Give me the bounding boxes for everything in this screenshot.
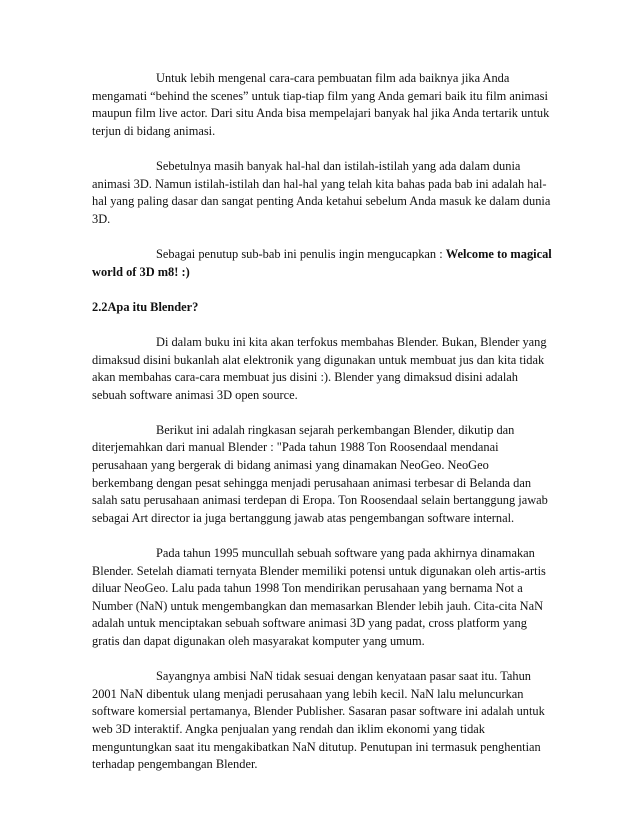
section-heading: 2.2Apa itu Blender? xyxy=(92,299,199,314)
paragraph-3d-terms: Sebetulnya masih banyak hal-hal dan istilah-istilah yang ada dalam dunia animasi 3D. Namun istilah-istilah dan hal-hal yang telah kita bahas pada bab ini adalah hal-hal yang paling dasar dan sangat penting Anda ketahui sebelum Anda masuk ke dalam dunia 3D. xyxy=(92,158,551,226)
paragraph-blender-history: Berikut ini adalah ringkasan sejarah perkembangan Blender, dikutip dan diterjemahkan dari manual Blender : "Pada tahun 1988 Ton Roosendaal mendanai perusahaan yang bergerak di bidang animasi yang dinamakan NeoGeo. NeoGeo berkembang dengan pesat sehingga menjadi perusahaan animasi terbesar di Belanda dan salah satu perusahaan animasi terdepan di Eropa. Ton Roosendaal selain bertanggung jawab sebagai Art director ia juga bertanggung jawab atas pengembangan software internal. xyxy=(92,422,548,525)
closing-bold-text: Welcome to magical world of 3D m8! :) xyxy=(92,246,552,279)
closing-text: Sebagai penutup sub-bab ini penulis ingin mengucapkan : xyxy=(156,246,446,261)
paragraph-blender-1995: Pada tahun 1995 muncullah sebuah software yang pada akhirnya dinamakan Blender. Setelah diamati ternyata Blender memiliki potensi untuk digunakan oleh artis-artis diluar NeoGeo. Lalu pada tahun 1998 Ton mendirikan perusahaan yang bernama Not a Number (NaN) untuk mengembangkan dan memasarkan Blender lebih jauh. Cita-cita NaN adalah untuk menciptakan sebuah software animasi 3D yang padat, cross platform yang gratis dan dapat digunakan oleh masyarakat komputer yang umum. xyxy=(92,546,546,648)
paragraph-nan-ambition: Sayangnya ambisi NaN tidak sesuai dengan kenyataan pasar saat itu. Tahun 2001 NaN dibentuk ulang menjadi perusahaan yang lebih kecil. NaN lalu meluncurkan software komersial pertamanya, Blender Publisher. Sasaran pasar software ini adalah untuk web 3D interaktif. Angka penjualan yang rendah dan iklim ekonomi yang tidak menguntungkan saat itu mengakibatkan NaN ditutup. Penutupan ini termasuk penghentian terhadap pengembangan Blender. xyxy=(92,669,545,772)
paragraph-closing xyxy=(92,246,552,281)
paragraph-what-is-blender: Di dalam buku ini kita akan terfokus membahas Blender. Bukan, Blender yang dimaksud disini bukanlah alat elektronik yang digunakan untuk membuat jus dan kita tidak akan membahas cara-cara membuat jus disini :). Blender yang dimaksud disini adalah sebuah software animasi 3D open source. xyxy=(92,334,547,402)
paragraph-behind-the-scenes: Untuk lebih mengenal cara-cara pembuatan film ada baiknya jika Anda mengamati “behind the scenes” untuk tiap-tiap film yang Anda gemari baik itu film animasi maupun film live actor. Dari situ Anda bisa mempelajari banyak hal jika Anda tertarik untuk terjun di bidang animasi. xyxy=(92,71,550,138)
document-body xyxy=(92,70,552,791)
